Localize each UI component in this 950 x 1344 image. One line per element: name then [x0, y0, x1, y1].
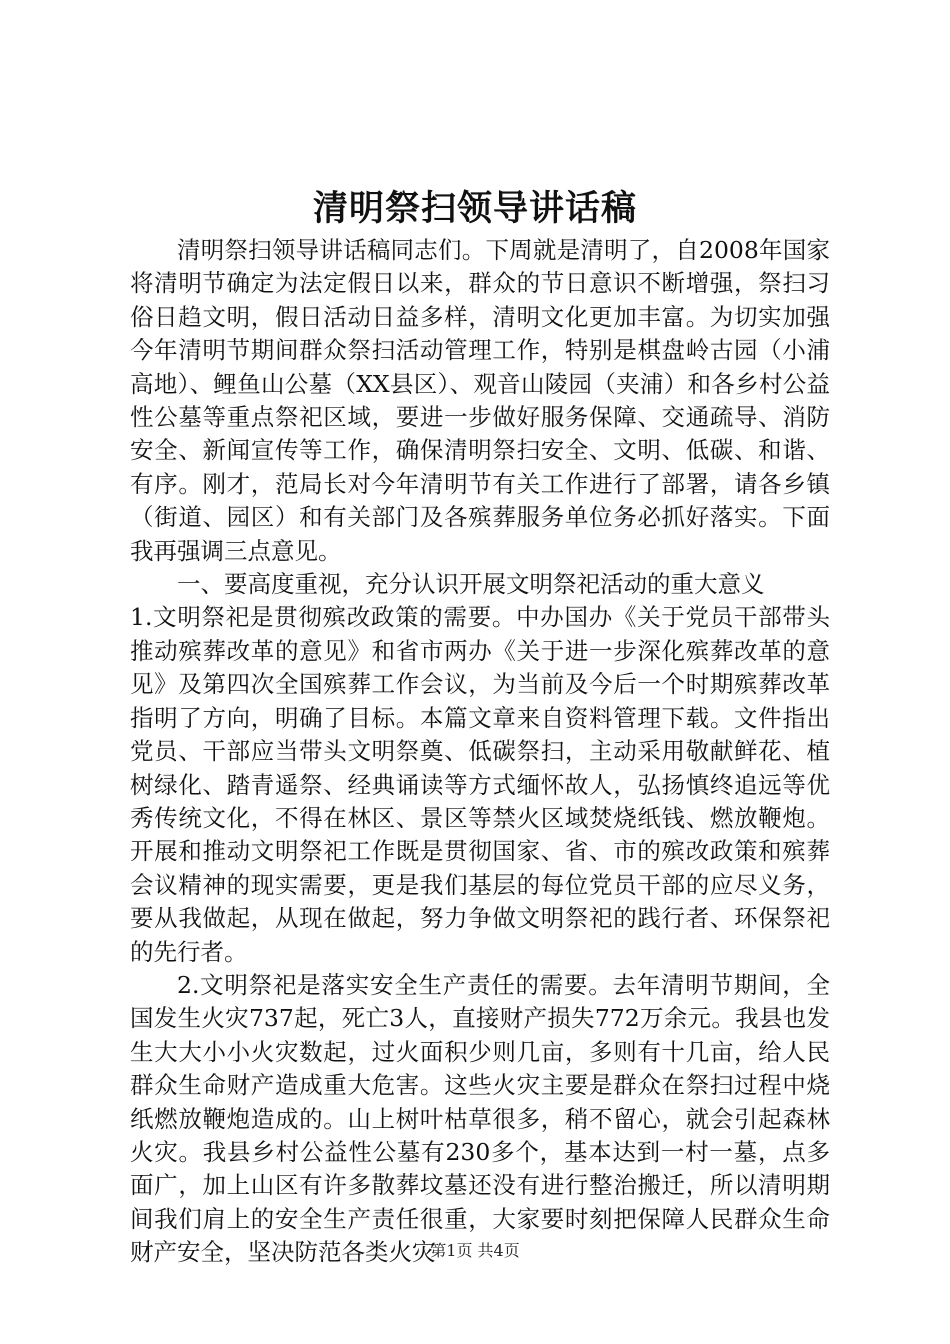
document-title: 清明祭扫领导讲话稿: [312, 188, 637, 229]
paragraph-intro: 清明祭扫领导讲话稿同志们。下周就是清明了，自2008年国家将清明节确定为法定假日以来，群众的节日意识不断增强，祭扫习俗日趋文明，假日活动日益多样，清明文化更加丰富。为切实加强今年清明节期间群众祭扫活动管理工作，特别是棋盘岭古园（小浦高地）、鲤鱼山公墓（XX县区）、观音山陵园（夹浦）和各乡村公益性公墓等重点祭祀区域，要进一步做好服务保障、交通疏导、消防安全、新闻宣传等工作，确保清明祭扫安全、文明、低碳、和谐、有序。刚才，范局长对今年清明节有关工作进行了部署，请各乡镇（街道、园区）和有关部门及各殡葬服务单位务必抓好落实。下面我再强调三点意见。: [130, 236, 830, 565]
paragraph-point-two: 2.文明祭祀是落实安全生产责任的需要。去年清明节期间，全国发生火灾737起，死亡3人，直接财产损失772万余元。我县也发生大大小小火灾数起，过火面积少则几亩，多则有十几亩，给人民群众生命财产造成重大危害。这些火灾主要是群众在祭扫过程中烧纸燃放鞭炮造成的。山上树叶枯草很多，稍不留心，就会引起森林火灾。我县乡村公益性公墓有230多个，基本达到一村一墓，点多面广，加上山区有许多散葬坟墓还没有进行整治搬迁，所以清明期间我们肩上的安全生产责任很重，大家要时刻把保障人民群众生命财产安全，坚决防范各类火灾: [130, 970, 830, 1267]
section-heading-one: 一、要高度重视，充分认识开展文明祭祀活动的重大意义: [177, 570, 765, 599]
paragraph-point-one: 1.文明祭祀是贯彻殡改政策的需要。中办国办《关于党员干部带头推动殡葬改革的意见》和省市两办《关于进一步深化殡葬改革的意见》及第四次全国殡葬工作会议，为当前及今后一个时期殡葬改革指明了方向，明确了目标。本篇文章来自资料管理下载。文件指出党员、干部应当带头文明祭奠、低碳祭扫，主动采用敬献鲜花、植树绿化、踏青遥祭、经典诵读等方式缅怀故人，弘扬慎终追远等优秀传统文化，不得在林区、景区等禁火区域焚烧纸钱、燃放鞭炮。开展和推动文明祭祀工作既是贯彻国家、省、市的殡改政策和殡葬会议精神的现实需要，更是我们基层的每位党员干部的应尽义务，要从我做起，从现在做起，努力争做文明祭祀的践行者、环保祭祀的先行者。: [130, 603, 830, 966]
document-body: [130, 234, 830, 1270]
page-number-footer: 第1页 共4页: [430, 1241, 520, 1260]
